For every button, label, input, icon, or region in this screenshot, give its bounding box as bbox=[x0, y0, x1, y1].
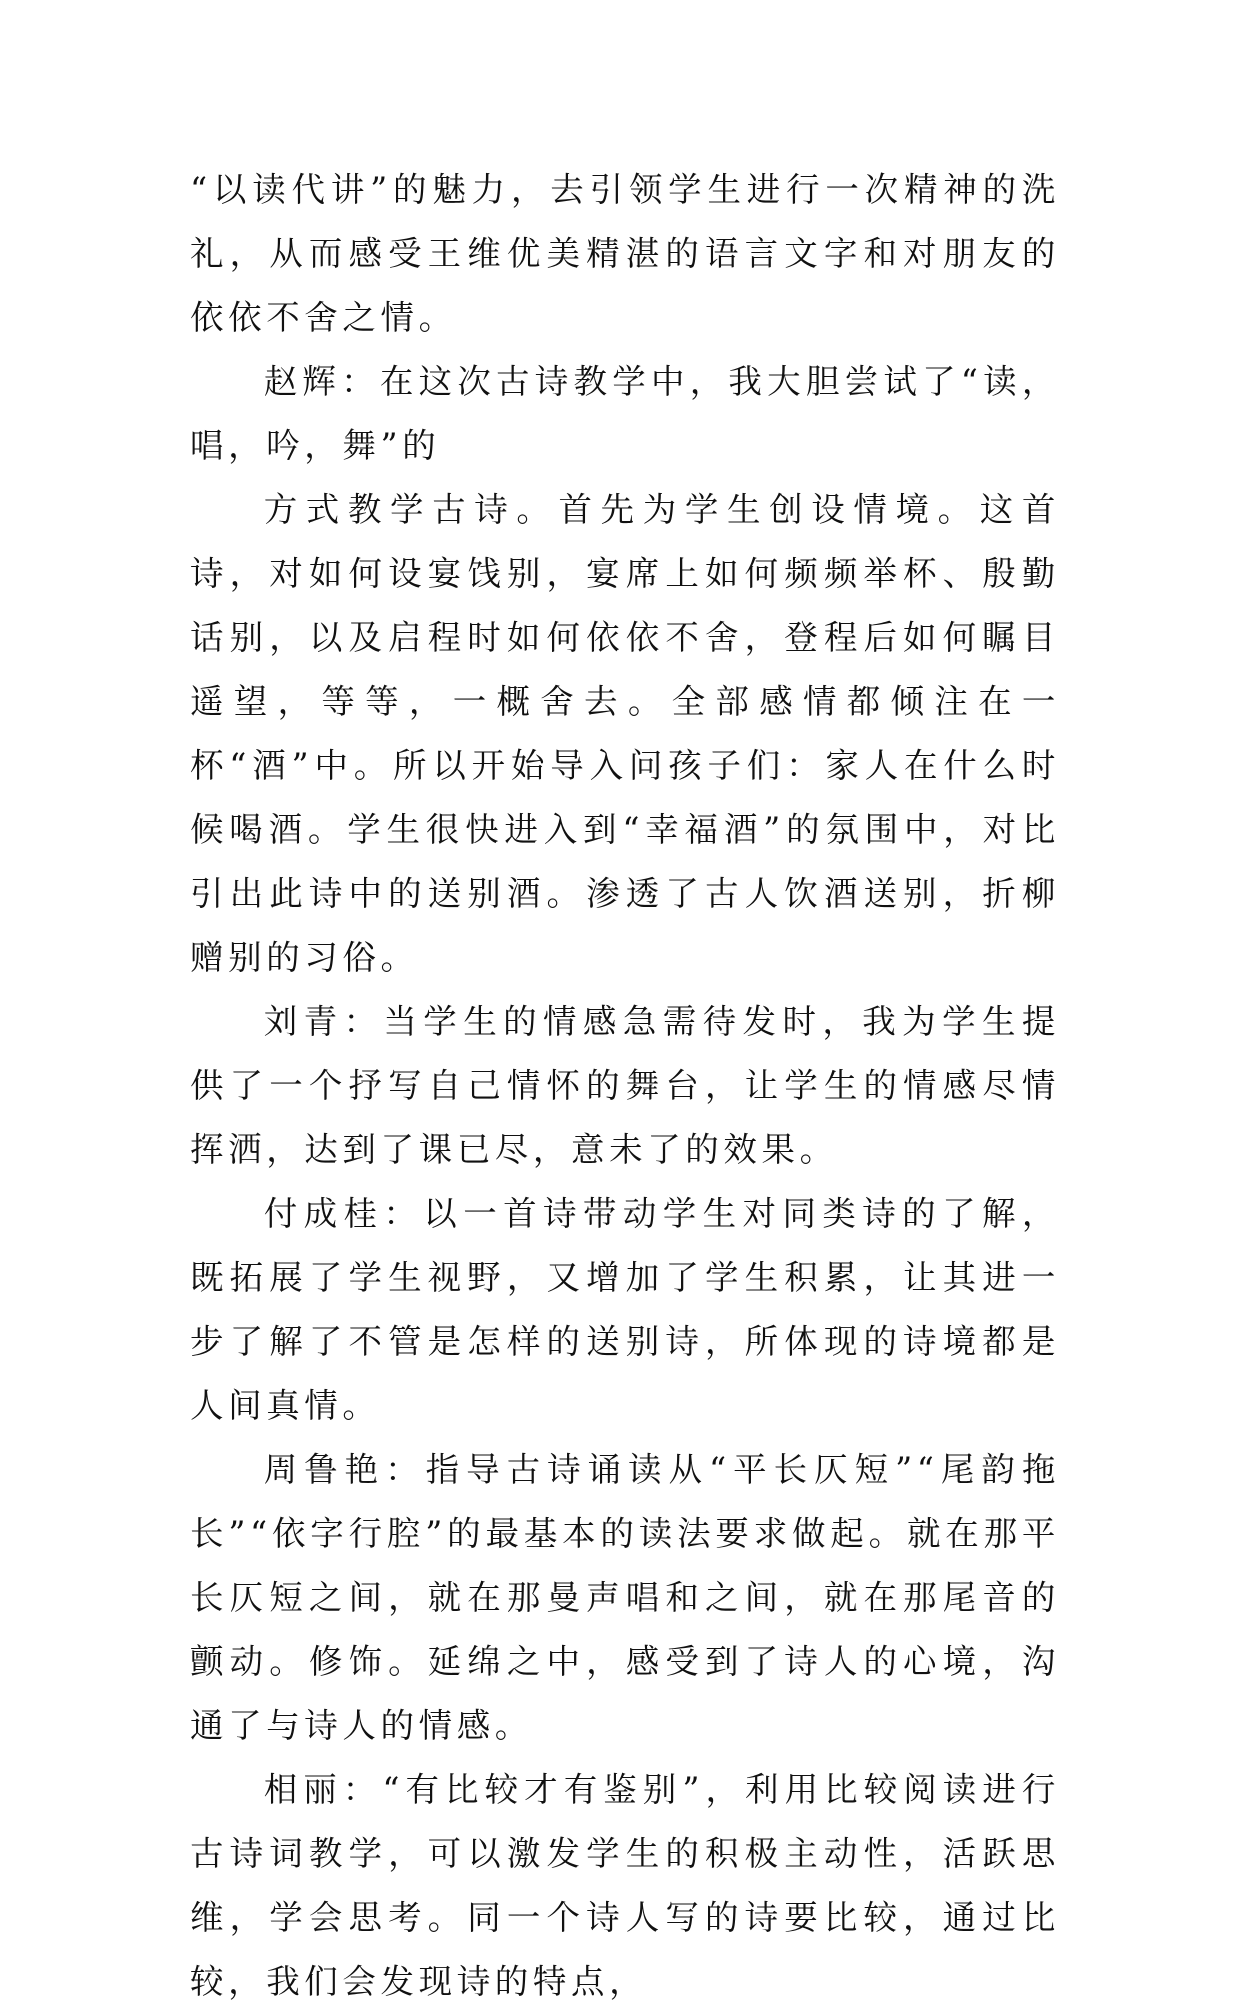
paragraph-zhou-luyan: 周鲁艳：指导古诗诵读从“平长仄短”“尾韵拖长”“依字行腔”的最基本的读法要求做起。就在那平长仄短之间，就在那曼声唱和之间，就在那尾音的颤动。修饰。延绵之中，感受到了诗人的心境，沟通了与诗人的情感。 bbox=[190, 1450, 1060, 1745]
paragraph-liu-qing: 刘青：当学生的情感急需待发时，我为学生提供了一个抒写自己情怀的舞台，让学生的情感尽情挥洒，达到了课已尽，意未了的效果。 bbox=[190, 1002, 1060, 1169]
paragraph-zhao-hui: 赵辉：在这次古诗教学中，我大胆尝试了“读，唱，吟，舞”的 bbox=[190, 362, 1060, 465]
paragraph-continued: “以读代讲”的魅力，去引领学生进行一次精神的洗礼，从而感受王维优美精湛的语言文字和对朋友的依依不舍之情。 bbox=[190, 170, 1060, 337]
document-page bbox=[190, 158, 1060, 2014]
paragraph-xiang-li: 相丽：“有比较才有鉴别”，利用比较阅读进行古诗词教学，可以激发学生的积极主动性，活跃思维，学会思考。同一个诗人写的诗要比较，通过比较，我们会发现诗的特点， bbox=[190, 1770, 1060, 2001]
paragraph-fu-chenggui: 付成桂：以一首诗带动学生对同类诗的了解，既拓展了学生视野，又增加了学生积累，让其进一步了解了不管是怎样的送别诗，所体现的诗境都是人间真情。 bbox=[190, 1194, 1060, 1425]
paragraph-teaching-method: 方式教学古诗。首先为学生创设情境。这首诗，对如何设宴饯别，宴席上如何频频举杯、殷勤话别，以及启程时如何依依不舍，登程后如何瞩目遥望，等等，一概舍去。全部感情都倾注在一杯“酒”中。所以开始导入问孩子们：家人在什么时候喝酒。学生很快进入到“幸福酒”的氛围中，对比引出此诗中的送别酒。渗透了古人饮酒送别，折柳赠别的习俗。 bbox=[190, 490, 1060, 977]
